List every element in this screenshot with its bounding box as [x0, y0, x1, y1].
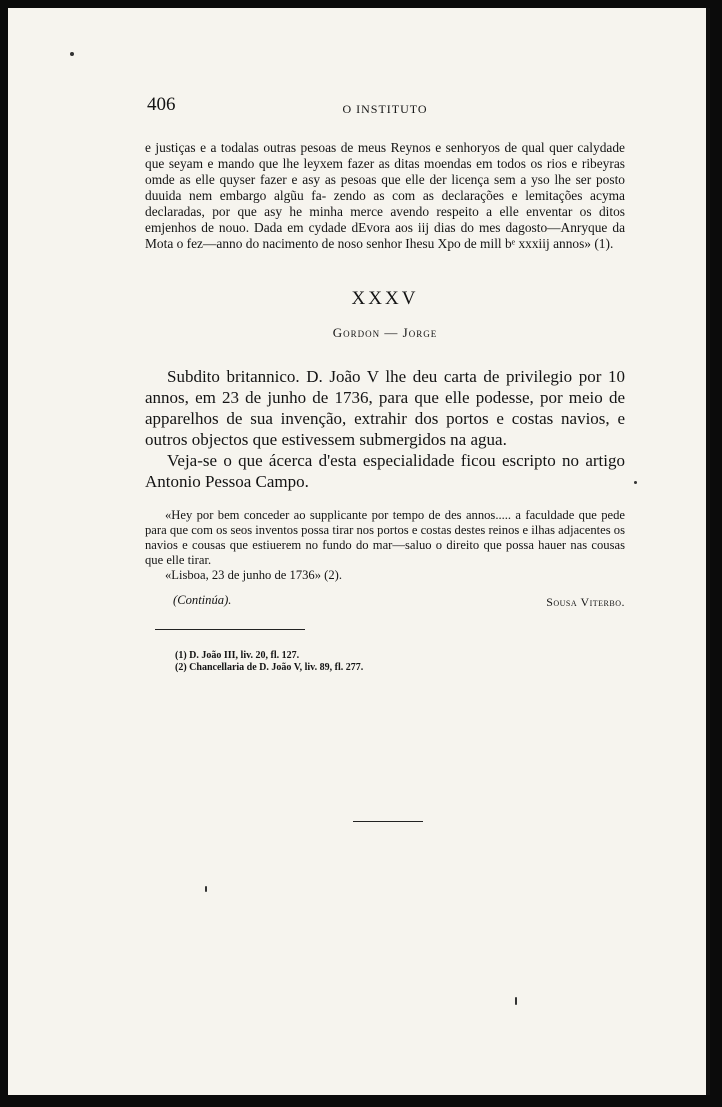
page-number: 406 — [147, 94, 176, 115]
author-signature: Sousa Viterbo. — [546, 595, 625, 609]
section-title: Gordon — Jorge — [332, 325, 438, 340]
paragraph-line: quer calydade que seyam e mando que lhe leyxem fazer as ditas moendas — [145, 140, 625, 171]
paragraph-line: da Mota o fez—anno do nacimento de noso senhor Ihesu Xpo de mill bᵉ — [145, 220, 626, 251]
continua-note: (Continúa). — [173, 593, 232, 607]
quote-date: «Lisboa, 23 de junho de 1736» (2). — [165, 568, 342, 582]
scan-speck — [634, 481, 637, 484]
paragraph-line: he minha merce avendo respeito a elle enventar os ditos emjenhos de — [145, 204, 625, 235]
footnote: (2) Chancellaria de D. João V, liv. 89, fl. 277. — [175, 662, 364, 673]
paragraph-line: elle der licença sem a yso lhe ser posto duuida nem embargo algũu fa- — [145, 172, 625, 203]
page-header — [145, 86, 625, 126]
page-content — [145, 86, 625, 674]
scan-speck — [70, 52, 74, 56]
footnotes — [175, 650, 625, 674]
quoted-document — [145, 508, 625, 583]
body-paragraph: Subdito britannico. D. João V lhe deu carta de privilegio por 10 annos, em 23 de junho de 1736, para que elle podesse, por meio de apparelhos de sua invenção, extrahir dos portos e costas navios, e outros objectos que estivessem submergidos na agua. — [145, 367, 625, 449]
page-sheet — [8, 8, 710, 1095]
paragraph-line: nouo. Dada em cydade dEvora aos iij dias do mes dagosto—Anryque — [218, 220, 608, 235]
body-paragraph: Veja-se o que ácerca d'esta especialidade ficou escripto no artigo Antonio Pessoa Campo. — [145, 451, 625, 491]
running-title: O INSTITUTO — [342, 102, 428, 116]
closing-line — [145, 593, 625, 613]
paragraph-line: zendo as com as declarações e lemitações acyma declaradas, por que asy — [145, 188, 625, 219]
scan-speck — [515, 997, 517, 1005]
paragraph-line: em todos os rios e ribeyras omde as elle quyser fazer e asy as pesoas que — [145, 156, 625, 187]
paragraph-line: xxxiij annos» (1). — [518, 236, 614, 251]
section-number: XXXV — [351, 288, 419, 309]
continued-paragraph — [145, 140, 625, 252]
scan-speck — [205, 886, 207, 892]
paragraph-line: e justiças e a todalas outras pesoas de meus Reynos e senhoryos de qual — [145, 140, 545, 155]
footnote: (1) D. João III, liv. 20, fl. 127. — [175, 650, 300, 661]
footnote-rule — [155, 629, 305, 630]
end-rule — [353, 821, 423, 822]
quote-text: «Hey por bem conceder ao supplicante por tempo de des annos..... a faculdade que pede para que com os seos inventos possa tirar nos portos e costas destes reinos e ilhas adjacentes os navios e cousas que estiuerem no fundo do mar—saluo o direito que possa hauer nas cousas que elle tirar. — [145, 508, 625, 567]
